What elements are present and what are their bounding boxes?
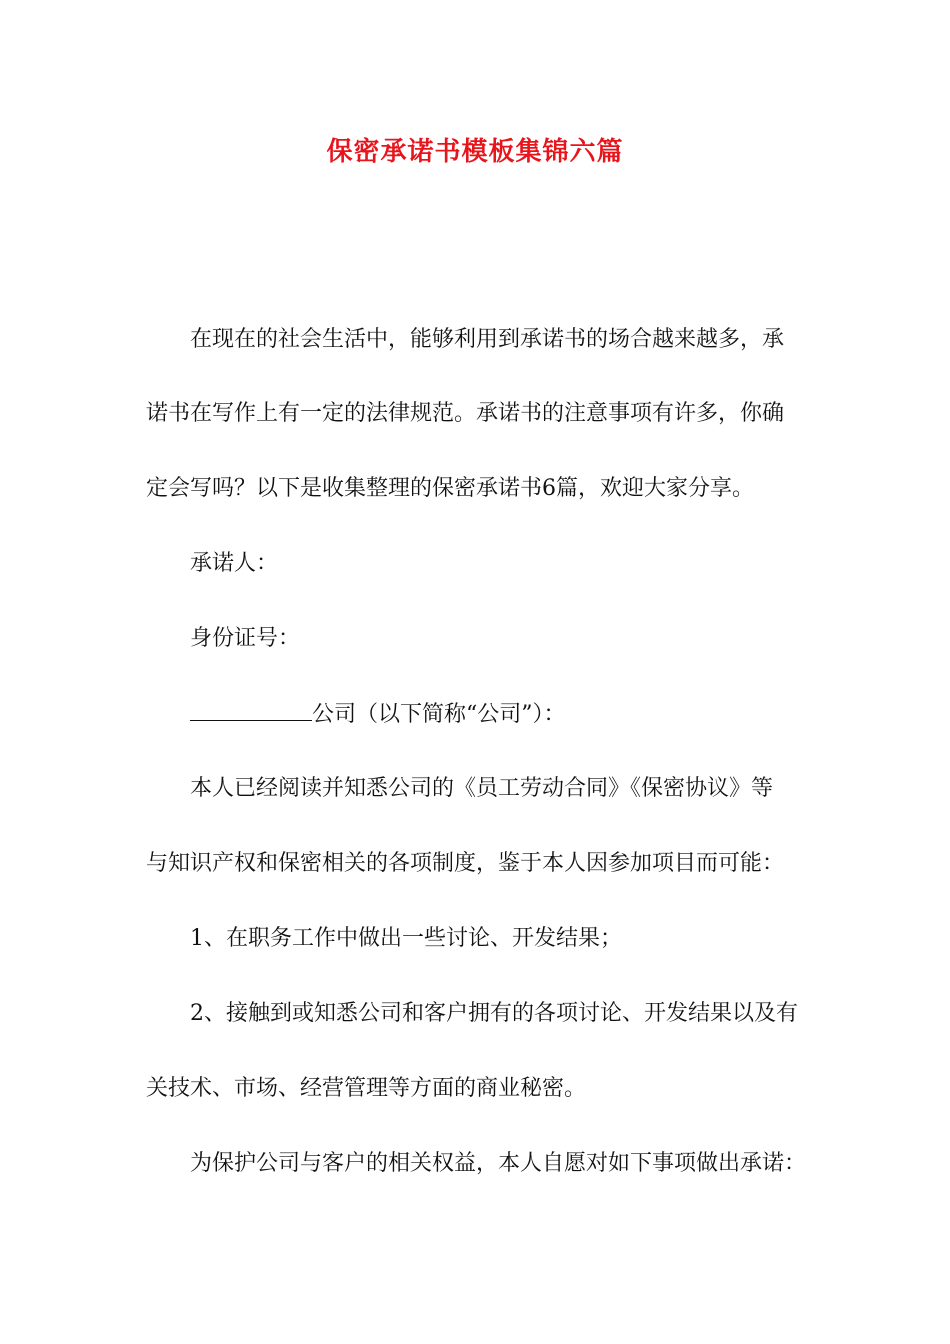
id-number-label: 身份证号：: [190, 626, 301, 651]
intro-line-2: 诺书在写作上有一定的法律规范。承诺书的注意事项有许多，你确: [146, 401, 785, 426]
intro-line-3: 定会写吗？以下是收集整理的保密承诺书6篇，欢迎大家分享。: [146, 476, 754, 501]
body-paragraph-1-line-1: 本人已经阅读并知悉公司的《员工劳动合同》《保密协议》等: [190, 776, 774, 801]
list-item-1: 1、在职务工作中做出一些讨论、开发结果；: [190, 926, 622, 951]
promisor-label: 承诺人：: [190, 551, 279, 576]
document-title: 保密承诺书模板集锦六篇: [326, 137, 624, 167]
company-line-text: 公司（以下简称“公司”）：: [312, 702, 566, 727]
company-line: [190, 698, 566, 731]
body-paragraph-2: 为保护公司与客户的相关权益，本人自愿对如下事项做出承诺：: [190, 1151, 807, 1176]
company-name-blank: [190, 698, 312, 721]
body-paragraph-1-line-2: 与知识产权和保密相关的各项制度，鉴于本人因参加项目而可能：: [146, 851, 785, 876]
list-item-2-line-1: 2、接触到或知悉公司和客户拥有的各项讨论、开发结果以及有: [190, 1001, 798, 1026]
intro-line-1: 在现在的社会生活中，能够利用到承诺书的场合越来越多，承: [190, 327, 785, 352]
list-item-2-line-2: 关技术、市场、经营管理等方面的商业秘密。: [146, 1076, 587, 1101]
